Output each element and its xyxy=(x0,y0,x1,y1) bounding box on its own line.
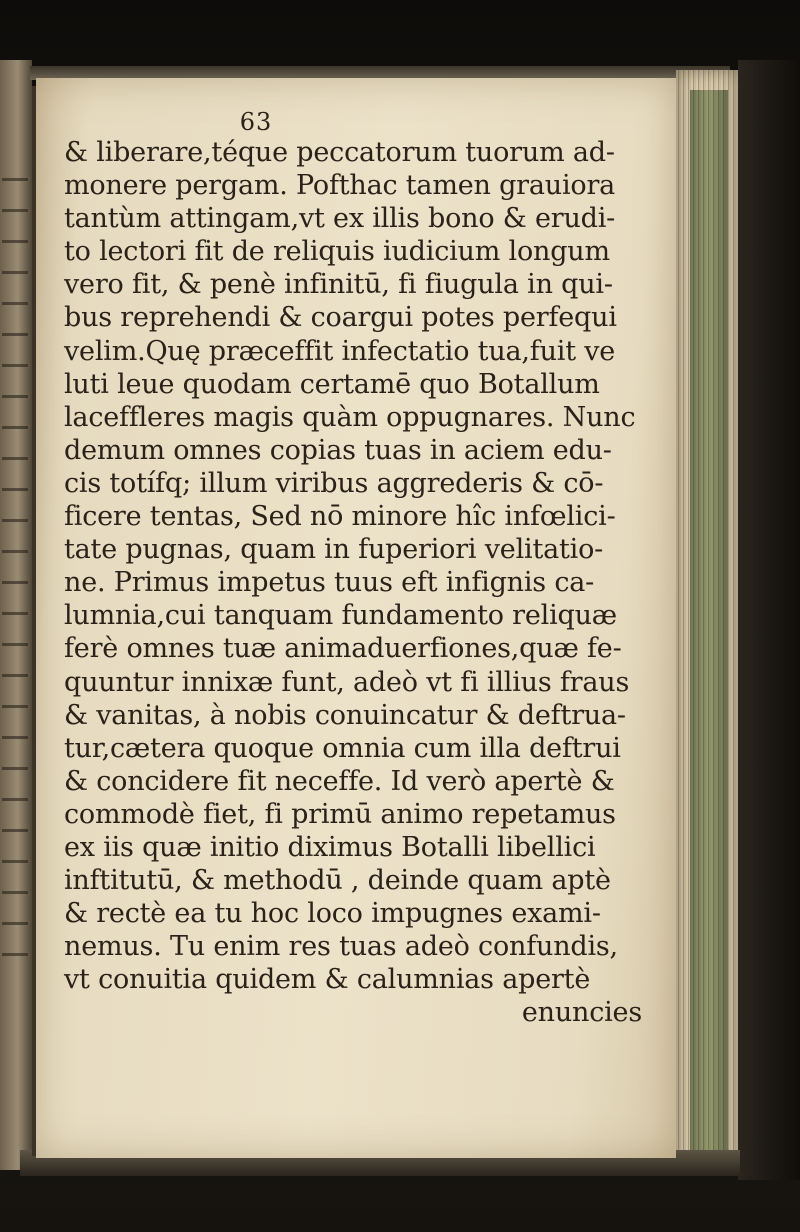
page-stack-tint xyxy=(690,90,728,1150)
text-line: vero fit, & penè infinitū, fi fiugula in qui- xyxy=(64,269,613,301)
text-line: ferè omnes tuæ animaduerfiones,quæ fe- xyxy=(64,633,622,665)
text-line: lumnia,cui tanquam fundamento reliquæ xyxy=(64,600,617,632)
text-line: to lectori fit de reliquis iudicium longum xyxy=(64,236,610,268)
text-line: vt conuitia quidem & calumnias apertè xyxy=(64,964,591,996)
text-line: nemus. Tu enim res tuas adeò confundis, xyxy=(64,931,618,963)
text-line: & vanitas, à nobis conuincatur & deftrua- xyxy=(64,699,626,731)
text-line: ex iis quæ initio diximus Botalli libellici xyxy=(64,831,596,863)
text-line: ne. Primus impetus tuus eft infignis ca- xyxy=(64,567,595,599)
text-line: cis totífq; illum viribus aggrederis & cō- xyxy=(64,467,604,499)
gutter-rule xyxy=(32,86,36,1156)
text-line: tur,cætera quoque omnia cum illa deftrui xyxy=(64,732,621,764)
text-line: tantùm attingam,vt ex illis bono & erudi- xyxy=(64,203,616,235)
text-line: inftitutū, & methodū , deinde quam aptè xyxy=(64,865,611,897)
text-line: quuntur innixæ funt, adeò vt fi illius fraus xyxy=(64,666,630,698)
text-line: luti leue quodam certamē quo Botallum xyxy=(64,368,600,400)
text-line: & rectè ea tu hoc loco impugnes exami- xyxy=(64,898,601,930)
text-line: ficere tentas, Sed nō minore hîc infœlici- xyxy=(64,501,616,533)
text-line: & liberare,téque peccatorum tuorum ad- xyxy=(64,137,615,168)
text-line: enuncies xyxy=(521,997,642,1029)
text-line: monere pergam. Pofthac tamen grauiora xyxy=(64,170,616,202)
text-body xyxy=(64,136,664,1030)
text-line: tate pugnas, quam in fuperiori velitatio- xyxy=(64,534,604,566)
book-cover-edge xyxy=(738,60,800,1180)
page-number: 63 xyxy=(239,108,273,136)
facing-page-bleed-lines xyxy=(2,150,28,970)
text-line: & concidere fit neceffe. Id verò apertè & xyxy=(64,765,615,797)
text-line: bus reprehendi & coargui potes perfequi xyxy=(64,302,617,334)
text-line: commodè fiet, fi primū animo repetamus xyxy=(64,798,616,830)
text-line: laceffleres magis quàm oppugnares. Nunc xyxy=(64,401,636,433)
text-line: demum omnes copias tuas in aciem edu- xyxy=(64,434,612,466)
text-line: velim.Quę præceffit infectatio tua,fuit ve xyxy=(64,335,616,367)
